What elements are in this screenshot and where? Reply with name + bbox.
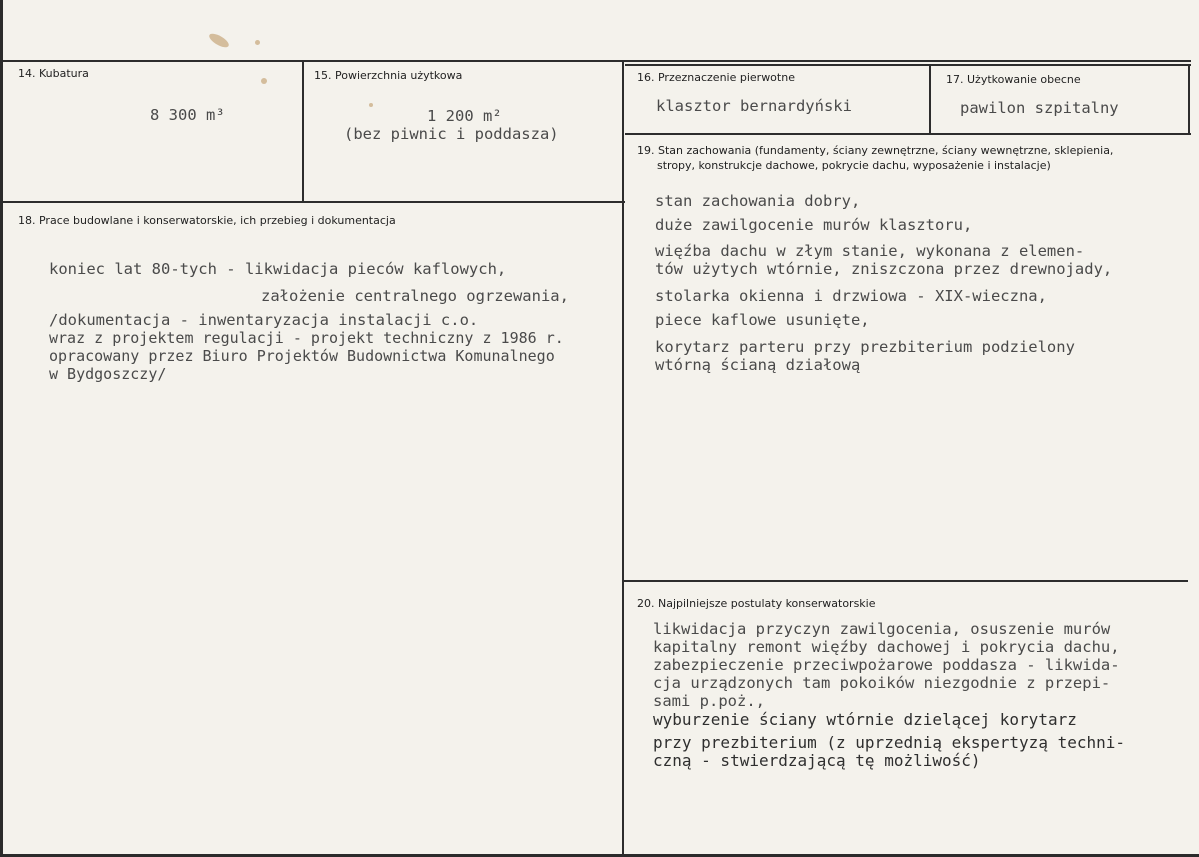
field-19-line-5: stolarka okienna i drzwiowa - XIX-wieczna, (655, 287, 1047, 305)
field-16-label: 16. Przeznaczenie pierwotne (637, 71, 795, 84)
field-18-line-3: /dokumentacja - inwentaryzacja instalacji c.o. (49, 311, 479, 329)
field-15-label: 15. Powierzchnia użytkowa (314, 69, 463, 82)
stain-mark (369, 103, 373, 107)
field-17-value: pawilon szpitalny (960, 99, 1119, 117)
field-14-label: 14. Kubatura (18, 67, 89, 80)
field-14-value: 8 300 m³ (150, 106, 225, 124)
field-15-line-1: 1 200 m² (427, 107, 502, 125)
field-20-line-2: kapitalny remont więźby dachowej i pokrycia dachu, (653, 638, 1120, 656)
right-edge-top (1188, 64, 1190, 134)
field-18-label: 18. Prace budowlane i konserwatorskie, ich przebieg i dokumentacja (18, 214, 396, 227)
field-15-line-2: (bez piwnic i poddasza) (344, 125, 559, 143)
rule-under-16-17 (625, 133, 1191, 135)
field-18-line-1: koniec lat 80-tych - likwidacja pieców kaflowych, (49, 260, 507, 278)
field-19-line-6: piece kaflowe usunięte, (655, 311, 870, 329)
field-19-label-line-1: 19. Stan zachowania (fundamenty, ściany zewnętrzne, ściany wewnętrzne, sklepienia, (637, 144, 1114, 157)
field-18-line-6: w Bydgoszczy/ (49, 365, 167, 383)
field-19-line-3: więźba dachu w złym stanie, wykonana z elemen- (655, 242, 1085, 260)
field-20-line-6: wyburzenie ściany wtórnie dzielącej korytarz (653, 710, 1077, 729)
field-20-line-4: cja urządzonych tam pokoików niezgodnie z przepi- (653, 674, 1111, 692)
field-19-line-2: duże zawilgocenie murów klasztoru, (655, 216, 973, 234)
field-19-line-7: korytarz parteru przy prezbiterium podzielony (655, 338, 1075, 356)
field-17-label: 17. Użytkowanie obecne (946, 73, 1081, 86)
stain-mark (207, 31, 231, 50)
field-20-line-8: czną - stwierdzającą tę możliwość) (653, 751, 981, 770)
field-19-line-8: wtórną ścianą działową (655, 356, 861, 374)
field-20-line-3: zabezpieczenie przeciwpożarowe poddasza - likwida- (653, 656, 1120, 674)
rule-under-14-15 (3, 201, 625, 203)
rule-above-20 (622, 580, 1188, 582)
stain-mark (255, 40, 260, 45)
field-20-line-1: likwidacja przyczyn zawilgocenia, osuszenie murów (653, 620, 1111, 638)
rule-right-top (625, 64, 1191, 66)
divider-center (622, 60, 624, 857)
stain-mark (261, 78, 267, 84)
field-18-line-2: założenie centralnego ogrzewania, (261, 287, 569, 305)
field-19-line-1: stan zachowania dobry, (655, 192, 861, 210)
field-19-line-4: tów użytych wtórnie, zniszczona przez drewnojady, (655, 260, 1113, 278)
field-18-line-5: opracowany przez Biuro Projektów Budownictwa Komunalnego (49, 347, 555, 365)
top-rule (3, 60, 1191, 62)
field-16-value: klasztor bernardyński (656, 97, 852, 115)
field-20-label: 20. Najpilniejsze postulaty konserwatorskie (637, 597, 876, 610)
divider-14-15 (302, 60, 304, 202)
field-20-line-7: przy prezbiterium (z uprzednią ekspertyzą techni- (653, 733, 1126, 752)
field-20-line-5: sami p.poż., (653, 692, 765, 710)
field-19-label-line-2: stropy, konstrukcje dachowe, pokrycie dachu, wyposażenie i instalacje) (657, 159, 1051, 172)
divider-16-17 (929, 64, 931, 134)
field-18-line-4: wraz z projektem regulacji - projekt techniczny z 1986 r. (49, 329, 564, 347)
